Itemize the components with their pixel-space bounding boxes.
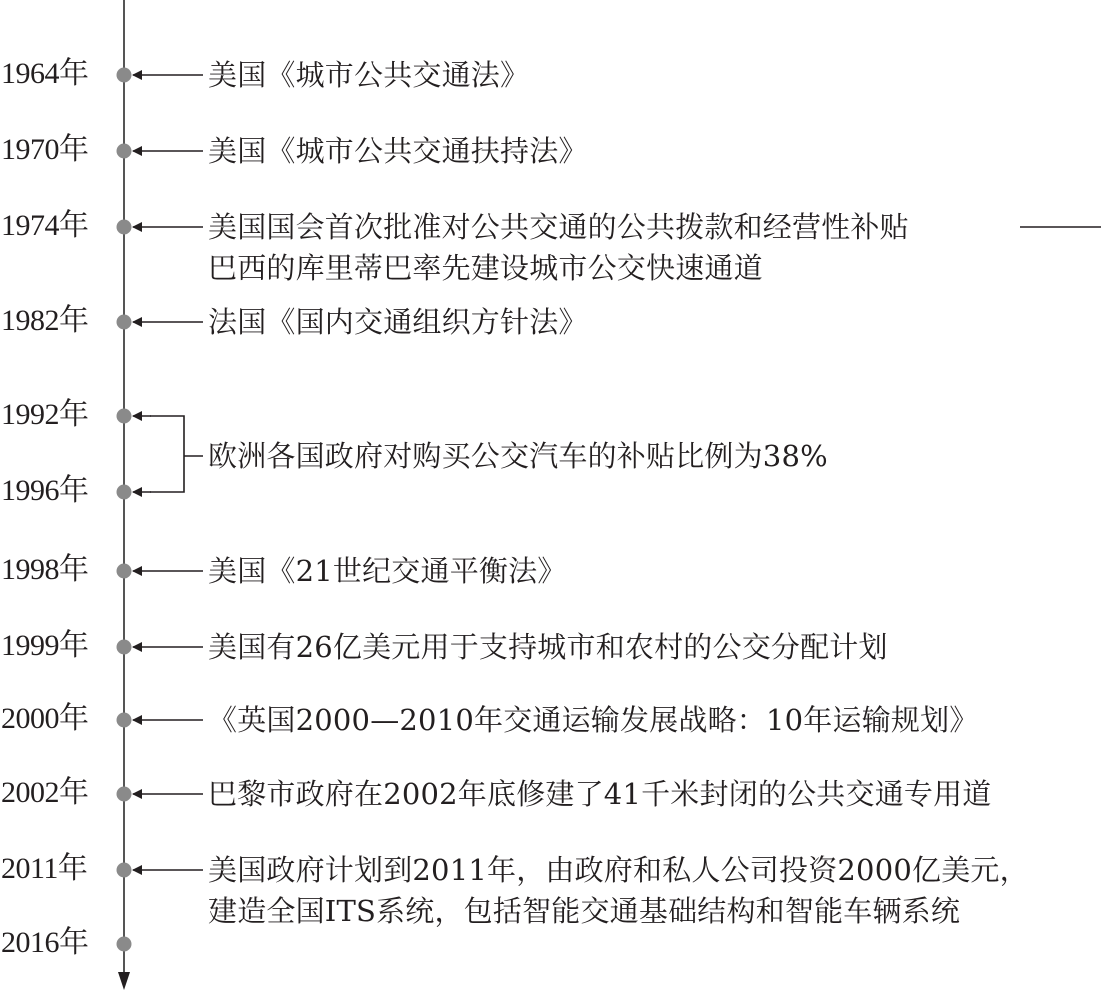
dot-1996 [117, 485, 132, 500]
year-label-1974: 1974年 [1, 209, 89, 242]
event-1999: 美国有26亿美元用于支持城市和农村的公交分配计划 [208, 630, 888, 664]
year-label-2016: 2016年 [1, 926, 89, 959]
event-1982: 法国《国内交通组织方针法》 [208, 305, 588, 339]
dot-2016 [117, 937, 132, 952]
dot-2011 [117, 863, 132, 878]
year-label-1999: 1999年 [1, 629, 89, 662]
dot-1964 [117, 68, 132, 83]
event-1974-line-1: 美国国会首次批准对公共交通的公共拨款和经营性补贴 [208, 210, 909, 244]
event-2000: 《英国2000—2010年交通运输发展战略：10年运输规划》 [208, 703, 979, 737]
event-1974 [208, 210, 909, 285]
event-1970: 美国《城市公共交通扶持法》 [208, 134, 588, 168]
dot-1974 [117, 220, 132, 235]
event-1974-line-2: 巴西的库里蒂巴率先建设城市公交快速通道 [208, 251, 763, 285]
dot-1970 [117, 144, 132, 159]
year-label-1970: 1970年 [1, 133, 89, 166]
dot-1992 [117, 409, 132, 424]
year-label-1998: 1998年 [1, 553, 89, 586]
dot-1999 [117, 640, 132, 655]
dot-2000 [117, 713, 132, 728]
year-label-1964: 1964年 [1, 57, 89, 90]
year-label-1982: 1982年 [1, 304, 89, 337]
bracket-1992-1996 [150, 416, 184, 492]
event-2011-line-2: 建造全国ITS系统，包括智能交通基础结构和智能车辆系统 [208, 894, 961, 928]
event-2011 [208, 853, 1029, 928]
dot-1982 [117, 315, 132, 330]
event-2002: 巴黎市政府在2002年底修建了41千米封闭的公共交通专用道 [208, 777, 992, 811]
event-2011-line-1: 美国政府计划到2011年，由政府和私人公司投资2000亿美元， [208, 853, 1029, 887]
event-1992-1996: 欧洲各国政府对购买公交汽车的补贴比例为38% [208, 439, 828, 473]
axis-arrowhead-icon [118, 972, 130, 990]
year-label-2011: 2011年 [1, 852, 88, 885]
year-label-2002: 2002年 [1, 776, 89, 809]
event-1964: 美国《城市公共交通法》 [208, 58, 530, 92]
event-1998: 美国《21世纪交通平衡法》 [208, 554, 567, 588]
dot-1998 [117, 564, 132, 579]
dot-2002 [117, 787, 132, 802]
year-label-1996: 1996年 [1, 474, 89, 507]
year-label-2000: 2000年 [1, 702, 89, 735]
year-label-1992: 1992年 [1, 398, 89, 431]
